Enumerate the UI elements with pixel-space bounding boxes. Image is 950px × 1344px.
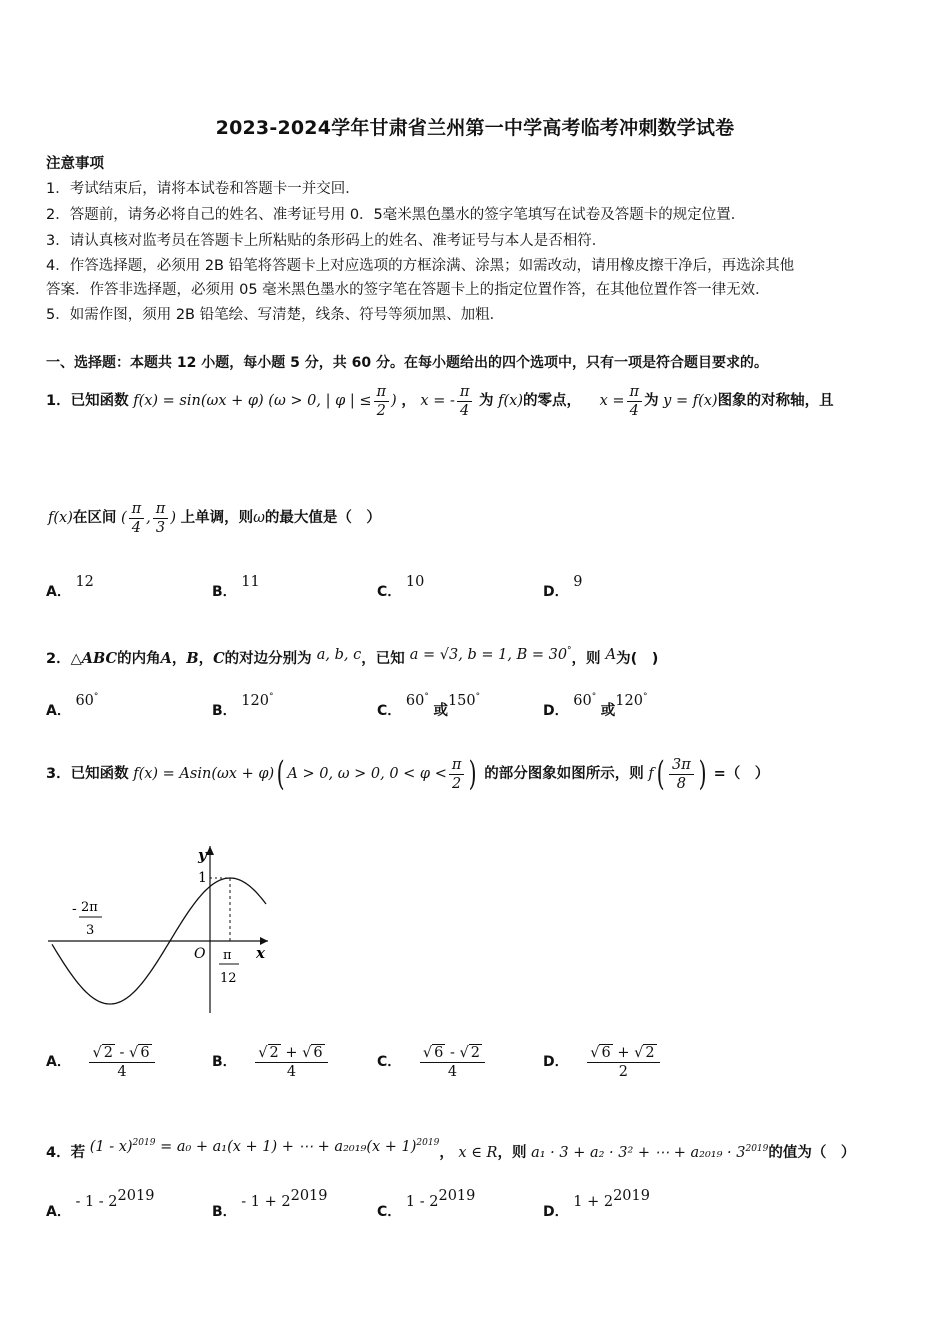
q1-omega: ω — [253, 510, 265, 526]
notice-item-4-cont: 答案．作答非选择题，必须用 05 毫米黑色墨水的签字笔在答题卡上的指定位置作答，在其他位置作答一律无效． — [46, 282, 770, 298]
notice-item-3: 3．请认真核对监考员在答题卡上所粘贴的条形码上的姓名、准考证号与本人是否相符． — [46, 233, 607, 249]
neg-sign: - — [72, 901, 77, 917]
q3-option-c[interactable]: C． $\frac{√ 6 - √ 2}{4}$ — [377, 1040, 487, 1084]
q2-option-c[interactable]: C． 60° 或150° — [377, 692, 481, 719]
q3-frac-3pi-8: $\frac{3\pi}{8}$ — [669, 756, 694, 793]
question-4 — [46, 1128, 855, 1168]
q1-iv-close: ) — [170, 510, 176, 526]
q3-number: 3．已知函数 — [46, 766, 129, 782]
q2-option-d[interactable]: D． 60° 或120° — [543, 692, 648, 719]
q1-option-d[interactable]: D． 9 — [543, 574, 583, 600]
pos-denominator: 12 — [220, 971, 237, 986]
q1-axis-x: x = — [599, 393, 625, 409]
q1-iv-open: ( — [120, 510, 127, 526]
q4-expr: a₁ · 3 + a₂ · 3² + ⋯ + $a_{2019} \cdot 3^{2019}$ — [531, 1144, 769, 1161]
page-title: 2023-2024学年甘肃省兰州第一中学高考临考冲刺数学试卷 — [215, 117, 735, 139]
q1-text-wei2: 为 — [644, 393, 659, 409]
y-axis-arrow — [206, 846, 214, 855]
q4-option-a[interactable]: A． - $1 - 2^{2019}$ — [46, 1188, 155, 1220]
q1-zero-text: 的零点， — [522, 393, 581, 409]
q4-text-2: ，则 — [497, 1144, 527, 1161]
q3-option-d[interactable]: D． $\frac{√ 6 + √ 2}{2}$ — [543, 1040, 662, 1084]
q4-option-b[interactable]: B． - $1 + 2^{2019}$ — [212, 1188, 328, 1220]
notice-item-4: 4．作答选择题，必须用 2B 铅笔将答题卡上对应选项的方框涂满、涂黑；如需改动，请用橡皮擦干净后，再选涂其他 — [46, 258, 795, 274]
q1-number: 1．已知函数 — [46, 393, 129, 409]
question-1 — [46, 381, 834, 421]
q2-a-var: A — [605, 646, 617, 663]
q3-f: f — [648, 766, 654, 782]
q1-frac-pi-4: $\frac{\pi}{4}$ — [457, 383, 473, 420]
q1-fx: f(x) — [498, 393, 523, 409]
q1-option-c[interactable]: C． 10 — [377, 574, 425, 600]
question-1-line-2 — [48, 496, 381, 540]
q1-option-a[interactable]: A． 12 — [46, 574, 94, 600]
q2-abc: ABC — [81, 649, 118, 667]
notice-heading: 注意事项 — [46, 156, 104, 172]
q2-text-1: 的内角 — [117, 650, 161, 667]
q2-number: 2．△ — [46, 650, 82, 667]
q3-option-b[interactable]: B． $\frac{√ 2 + √ 6}{4}$ — [212, 1040, 330, 1084]
question-3: 3．已知函数 f(x) = Asin(ωx + φ)( A > 0, ω > 0, 0 < φ < $\frac{\pi}{2}$ ) 的部分图象如图所示，则 f( $\frac{3\pi}{8}$ ) =（ ） — [46, 754, 770, 794]
q4-rhs: = a₀ + a₁(x + 1) + ⋯ + $a_{2019}(x + 1)^{2019}$ — [160, 1138, 440, 1155]
q1-zero-x: x = - — [420, 393, 455, 409]
q1-iv-comma: , — [146, 510, 151, 526]
q3-text-2: =（ ） — [713, 766, 770, 782]
pos-numerator: π — [223, 948, 232, 963]
x-label: x — [256, 944, 265, 962]
one-label: 1 — [198, 870, 207, 886]
origin-label: O — [194, 946, 206, 962]
section-heading: 一、选择题：本题共 12 小题，每小题 5 分，共 60 分。在每小题给出的四个选项中，只有一项是符合题目要求的。 — [46, 355, 768, 371]
q1-line2-b: 上单调，则 — [180, 510, 254, 526]
notice-item-2: 2．答题前，请务必将自己的姓名、准考证号用 0．5毫米黑色墨水的签字笔填写在试卷及答题卡的规定位置． — [46, 207, 746, 223]
q4-x-in-r: x ∈ R — [458, 1144, 498, 1161]
q3-frac-pi-2: $\frac{\pi}{2}$ — [449, 756, 465, 793]
q3-text-1: 的部分图象如图所示，则 — [484, 766, 644, 782]
q4-text-3: 的值为（ ） — [768, 1144, 856, 1161]
q2-text-5: 为( ) — [616, 650, 659, 667]
q2-text-2: 的对边分别为 — [224, 650, 312, 667]
q3-function: f(x) = Asin(ωx + φ) — [133, 766, 275, 782]
q1-text-wei: 为 — [479, 393, 494, 409]
notice-item-1: 1．考试结束后，请将本试卷和答题卡一并交回． — [46, 181, 360, 197]
q2-option-b[interactable]: B． 120° — [212, 692, 274, 719]
q2-text-3: ，已知 — [361, 650, 405, 667]
q1-cond-close: ) — [391, 393, 397, 409]
q4-number: 4．若 — [46, 1144, 86, 1161]
q3-sine-graph — [44, 838, 284, 1018]
q1-function: f(x) = sin(ωx + φ) — [133, 393, 264, 409]
q1-iv-left: $\frac{\pi}{4}$ — [129, 500, 145, 537]
notice-item-5: 5．如需作图，须用 2B 铅笔绘、写清楚，线条、符号等须加黑、加粗． — [46, 307, 505, 323]
q1-y-eq: y = f(x) — [663, 393, 718, 409]
q1-frac-pi-2: $\frac{\pi}{2}$ — [374, 383, 390, 420]
q1-option-b[interactable]: B． 11 — [212, 574, 260, 600]
q4-option-c[interactable]: C． $1 - 2^{2019}$ — [377, 1188, 476, 1220]
y-label: y — [198, 846, 207, 864]
neg-numerator: 2π — [81, 900, 98, 915]
q4-option-d[interactable]: D． $1 + 2^{2019}$ — [543, 1188, 650, 1220]
q1-comma: ， — [401, 393, 416, 409]
q1-iv-right: $\frac{\pi}{3}$ — [153, 500, 169, 537]
question-2: 2．△ABC的内角A，B，C的对边分别为 a, b, c，已知 a = √3, b = 1, B = 30°，则 A为( ) — [46, 646, 659, 667]
q3-condition: A > 0, ω > 0, 0 < φ < — [287, 766, 447, 782]
q2-text-4: ，则 — [571, 650, 601, 667]
q1-line2-fx: f(x) — [48, 510, 73, 526]
q2-given: a = √3, b = 1, B = 30° — [409, 646, 572, 663]
q1-frac-pi-4b: $\frac{\pi}{4}$ — [627, 383, 643, 420]
q1-line2-a: 在区间 — [72, 510, 117, 526]
q2-vars: a, b, c — [316, 646, 362, 663]
neg-denominator: 3 — [86, 923, 95, 938]
q4-lhs: (1 - x)$^{2019}$ — [89, 1138, 156, 1155]
q3-option-a[interactable]: A． $\frac{√ 2 - √ 6}{4}$ — [46, 1040, 157, 1084]
q1-axis-text: 图象的对称轴，且 — [717, 393, 834, 409]
q4-text-1: ， — [439, 1144, 454, 1161]
q1-condition: (ω > 0, | φ | ≤ — [268, 393, 372, 409]
q1-line2-c: 的最大值是（ ） — [264, 510, 381, 526]
q2-option-a[interactable]: A． 60° — [46, 692, 99, 719]
